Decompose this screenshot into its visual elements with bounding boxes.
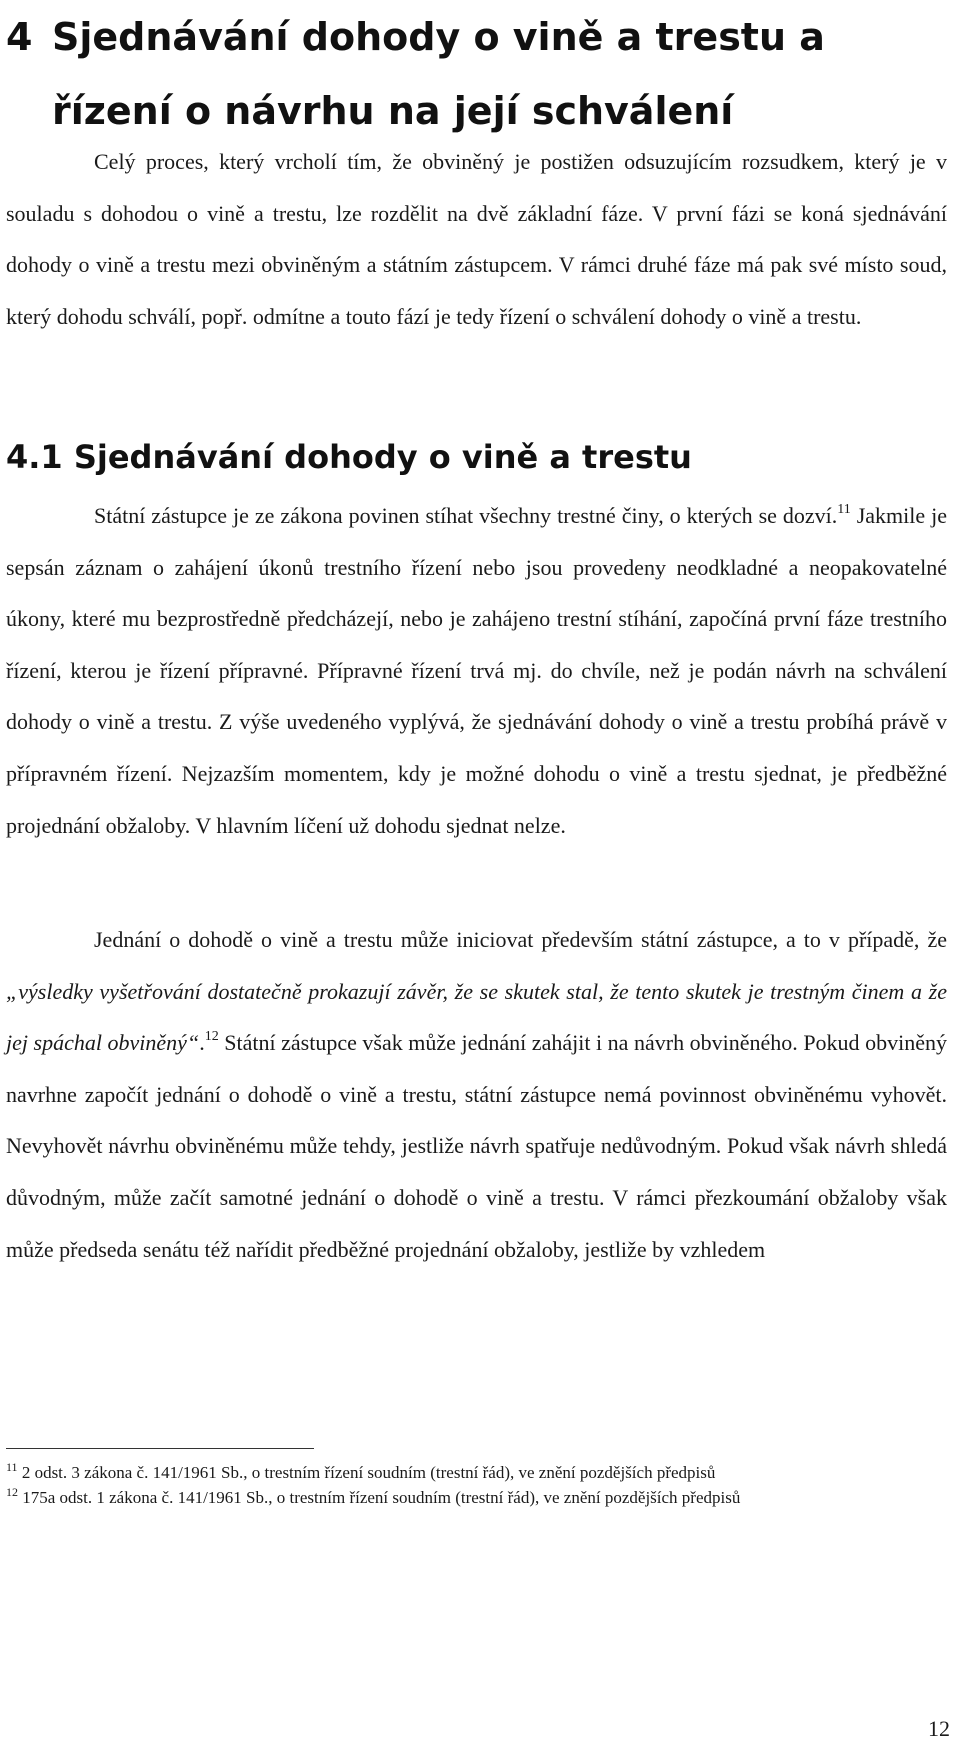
footnote-reference[interactable]: 12 <box>204 1029 219 1045</box>
paragraph-text: Státní zástupce je ze zákona povinen stíhat všechny trestné činy, o kterých se dozví. <box>94 503 838 528</box>
chapter-heading <box>6 0 946 148</box>
paragraph-text: Jakmile je sepsán záznam o zahájení úkonů trestního řízení nebo jsou provedeny neodkladné a neopakovatelné úkony, které mu bezprostředně předcházejí, nebo je zahájeno trestní stíhání, započíná první fáze trestního řízení, kterou je řízení přípravné. Přípravné řízení trvá mj. do chvíle, než je podán návrh na schválení dohody o vině a trestu. Z výše uvedeného vyplývá, že sjednávání dohody o vině a trestu probíhá právě v přípravném řízení. Nejzazším momentem, kdy je možné dohodu o vině a trestu sjednat, je předběžné projednání obžaloby. V hlavním líčení už dohodu sjednat nelze. <box>6 503 947 838</box>
chapter-title-line2: řízení o návrhu na její schválení <box>52 89 734 133</box>
footnote <box>6 1485 906 1510</box>
paragraph-text: Státní zástupce však může jednání zahájit i na návrh obviněného. Pokud obviněný navrhne započít jednání o dohodě o vině a trestu, státní zástupce nemá povinnost obviněnému vyhovět. Nevyhovět návrhu obviněnému může tehdy, jestliže návrh spatřuje nedůvodným. Pokud však návrh shledá důvodným, může začít samotné jednání o dohodě o vině a trestu. V rámci přezkoumání obžaloby však může předseda senátu též nařídit předběžné projednání obžaloby, jestliže by vzhledem <box>6 1030 947 1262</box>
footnotes <box>6 1460 906 1510</box>
paragraph-initiation <box>6 914 947 1275</box>
legal-quote: „výsledky vyšetřování dostatečně prokazují závěr, že se skutek stal, že tento skutek je trestným činem a že jej spáchal obviněný“ <box>6 978 947 1056</box>
footnote-number: 12 <box>6 1485 18 1499</box>
paragraph-intro: Celý proces, který vrcholí tím, že obviněný je postižen odsuzujícím rozsudkem, který je v souladu s dohodou o vině a trestu, lze rozdělit na dvě základní fáze. V první fázi se koná sjednávání dohody o vině a trestu mezi obviněným a státním zástupcem. V rámci druhé fáze má pak své místo soud, který dohodu schválí, popř. odmítne a touto fází je tedy řízení o schválení dohody o vině a trestu. <box>6 149 947 329</box>
footnote-separator <box>6 1448 314 1449</box>
footnote-text: 2 odst. 3 zákona č. 141/1961 Sb., o trestním řízení soudním (trestní řád), ve znění pozdějších předpisů <box>17 1463 716 1482</box>
page-number: 12 <box>928 1716 950 1741</box>
paragraph-text: . <box>199 1030 205 1056</box>
footnote-number: 11 <box>6 1460 18 1474</box>
paragraph-prosecutor-duty <box>6 490 947 851</box>
section-heading: 4.1 Sjednávání dohody o vině a trestu <box>6 438 692 476</box>
footnote <box>6 1460 906 1485</box>
chapter-number: 4 <box>6 15 33 59</box>
paragraph-text: Jednání o dohodě o vině a trestu může iniciovat především státní zástupce, a to v případě, že <box>94 927 947 952</box>
footnote-reference[interactable]: 11 <box>837 502 851 517</box>
chapter-title-line1: Sjednávání dohody o vině a trestu a <box>52 15 825 59</box>
chapter-heading-line1 <box>6 0 946 74</box>
footnote-text: 175a odst. 1 zákona č. 141/1961 Sb., o trestním řízení soudním (trestní řád), ve znění pozdějších předpisů <box>18 1488 741 1507</box>
